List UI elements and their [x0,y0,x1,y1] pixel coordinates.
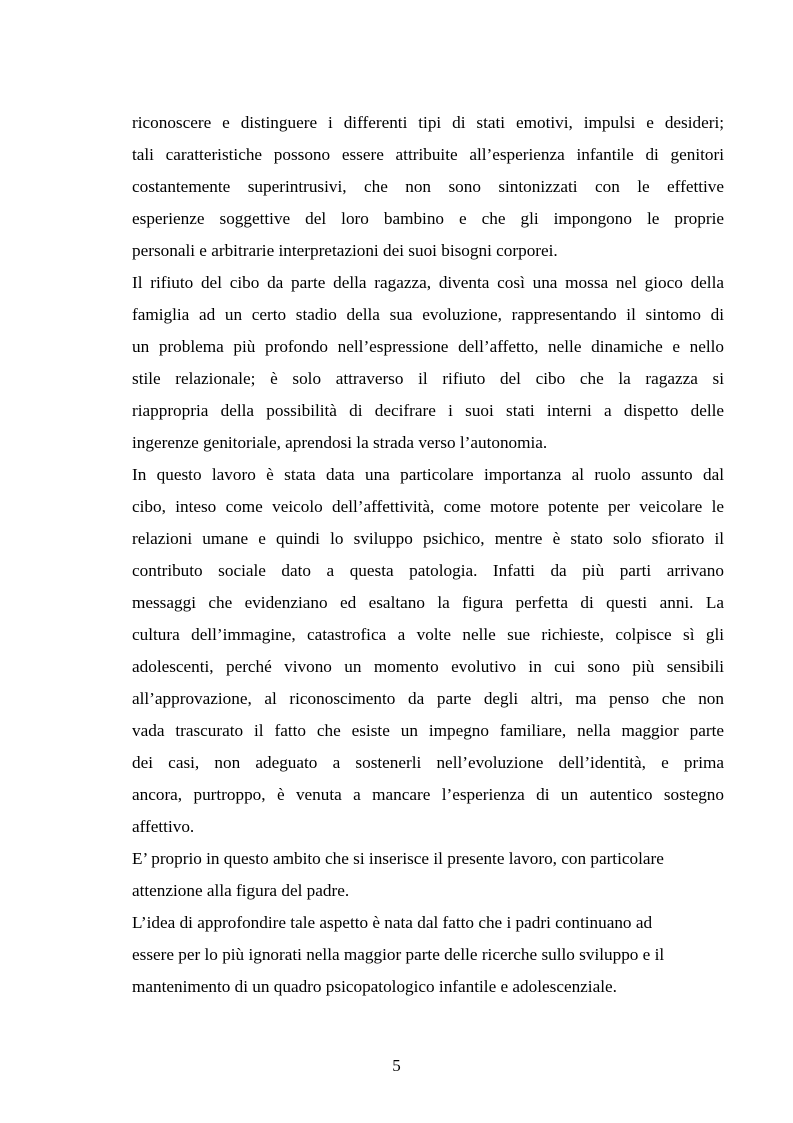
page-body [132,107,724,1003]
text-line: esperienze soggettive del loro bambino e che gli impongono le proprie [132,209,724,228]
text-line: stile relazionale; è solo attraverso il rifiuto del cibo che la ragazza si [132,369,724,388]
text-line: dei casi, non adeguato a sostenerli nell’evoluzione dell’identità, e prima [132,753,724,772]
text-line: attenzione alla figura del padre. [132,881,350,900]
text-line: Il rifiuto del cibo da parte della ragazza, diventa così una mossa nel gioco della [132,273,724,292]
text-line: vada trascurato il fatto che esiste un impegno familiare, nella maggior parte [132,721,724,740]
text-line: cultura dell’immagine, catastrofica a volte nelle sue richieste, colpisce sì gli [132,625,724,644]
text-line: riappropria della possibilità di decifrare i suoi stati interni a dispetto delle [132,401,724,420]
text-line: ingerenze genitoriale, aprendosi la strada verso l’autonomia. [132,433,548,452]
paragraph-1 [132,107,724,267]
text-line: essere per lo più ignorati nella maggior parte delle ricerche sullo sviluppo e il [132,945,665,964]
text-line: personali e arbitrarie interpretazioni dei suoi bisogni corporei. [132,241,558,260]
text-line: contributo sociale dato a questa patologia. Infatti da più parti arrivano [132,561,724,580]
text-line: In questo lavoro è stata data una particolare importanza al ruolo assunto dal [132,465,724,484]
paragraph-4 [132,843,724,907]
paragraph-5 [132,907,724,1003]
text-line: messaggi che evidenziano ed esaltano la figura perfetta di questi anni. La [132,593,724,612]
text-line: riconoscere e distinguere i differenti tipi di stati emotivi, impulsi e desideri; [132,113,724,132]
text-line: adolescenti, perché vivono un momento evolutivo in cui sono più sensibili [132,657,724,676]
text-line: tali caratteristiche possono essere attribuite all’esperienza infantile di genitori [132,145,724,164]
text-line: relazioni umane e quindi lo sviluppo psichico, mentre è stato solo sfiorato il [132,529,724,548]
text-line: cibo, inteso come veicolo dell’affettività, come motore potente per veicolare le [132,497,724,516]
text-line: un problema più profondo nell’espressione dell’affetto, nelle dinamiche e nello [132,337,724,356]
text-line: affettivo. [132,817,195,836]
paragraph-2 [132,267,724,459]
text-line: ancora, purtroppo, è venuta a mancare l’esperienza di un autentico sostegno [132,785,724,804]
text-line: E’ proprio in questo ambito che si inserisce il presente lavoro, con particolare [132,849,664,868]
text-line: costantemente superintrusivi, che non sono sintonizzati con le effettive [132,177,724,196]
text-line: L’idea di approfondire tale aspetto è nata dal fatto che i padri continuano ad [132,913,653,932]
text-line: famiglia ad un certo stadio della sua evoluzione, rappresentando il sintomo di [132,305,724,324]
paragraph-3 [132,459,724,843]
text-line: mantenimento di un quadro psicopatologico infantile e adolescenziale. [132,977,617,996]
text-line: all’approvazione, al riconoscimento da parte degli altri, ma penso che non [132,689,724,708]
page-number: 5 [392,1056,401,1075]
